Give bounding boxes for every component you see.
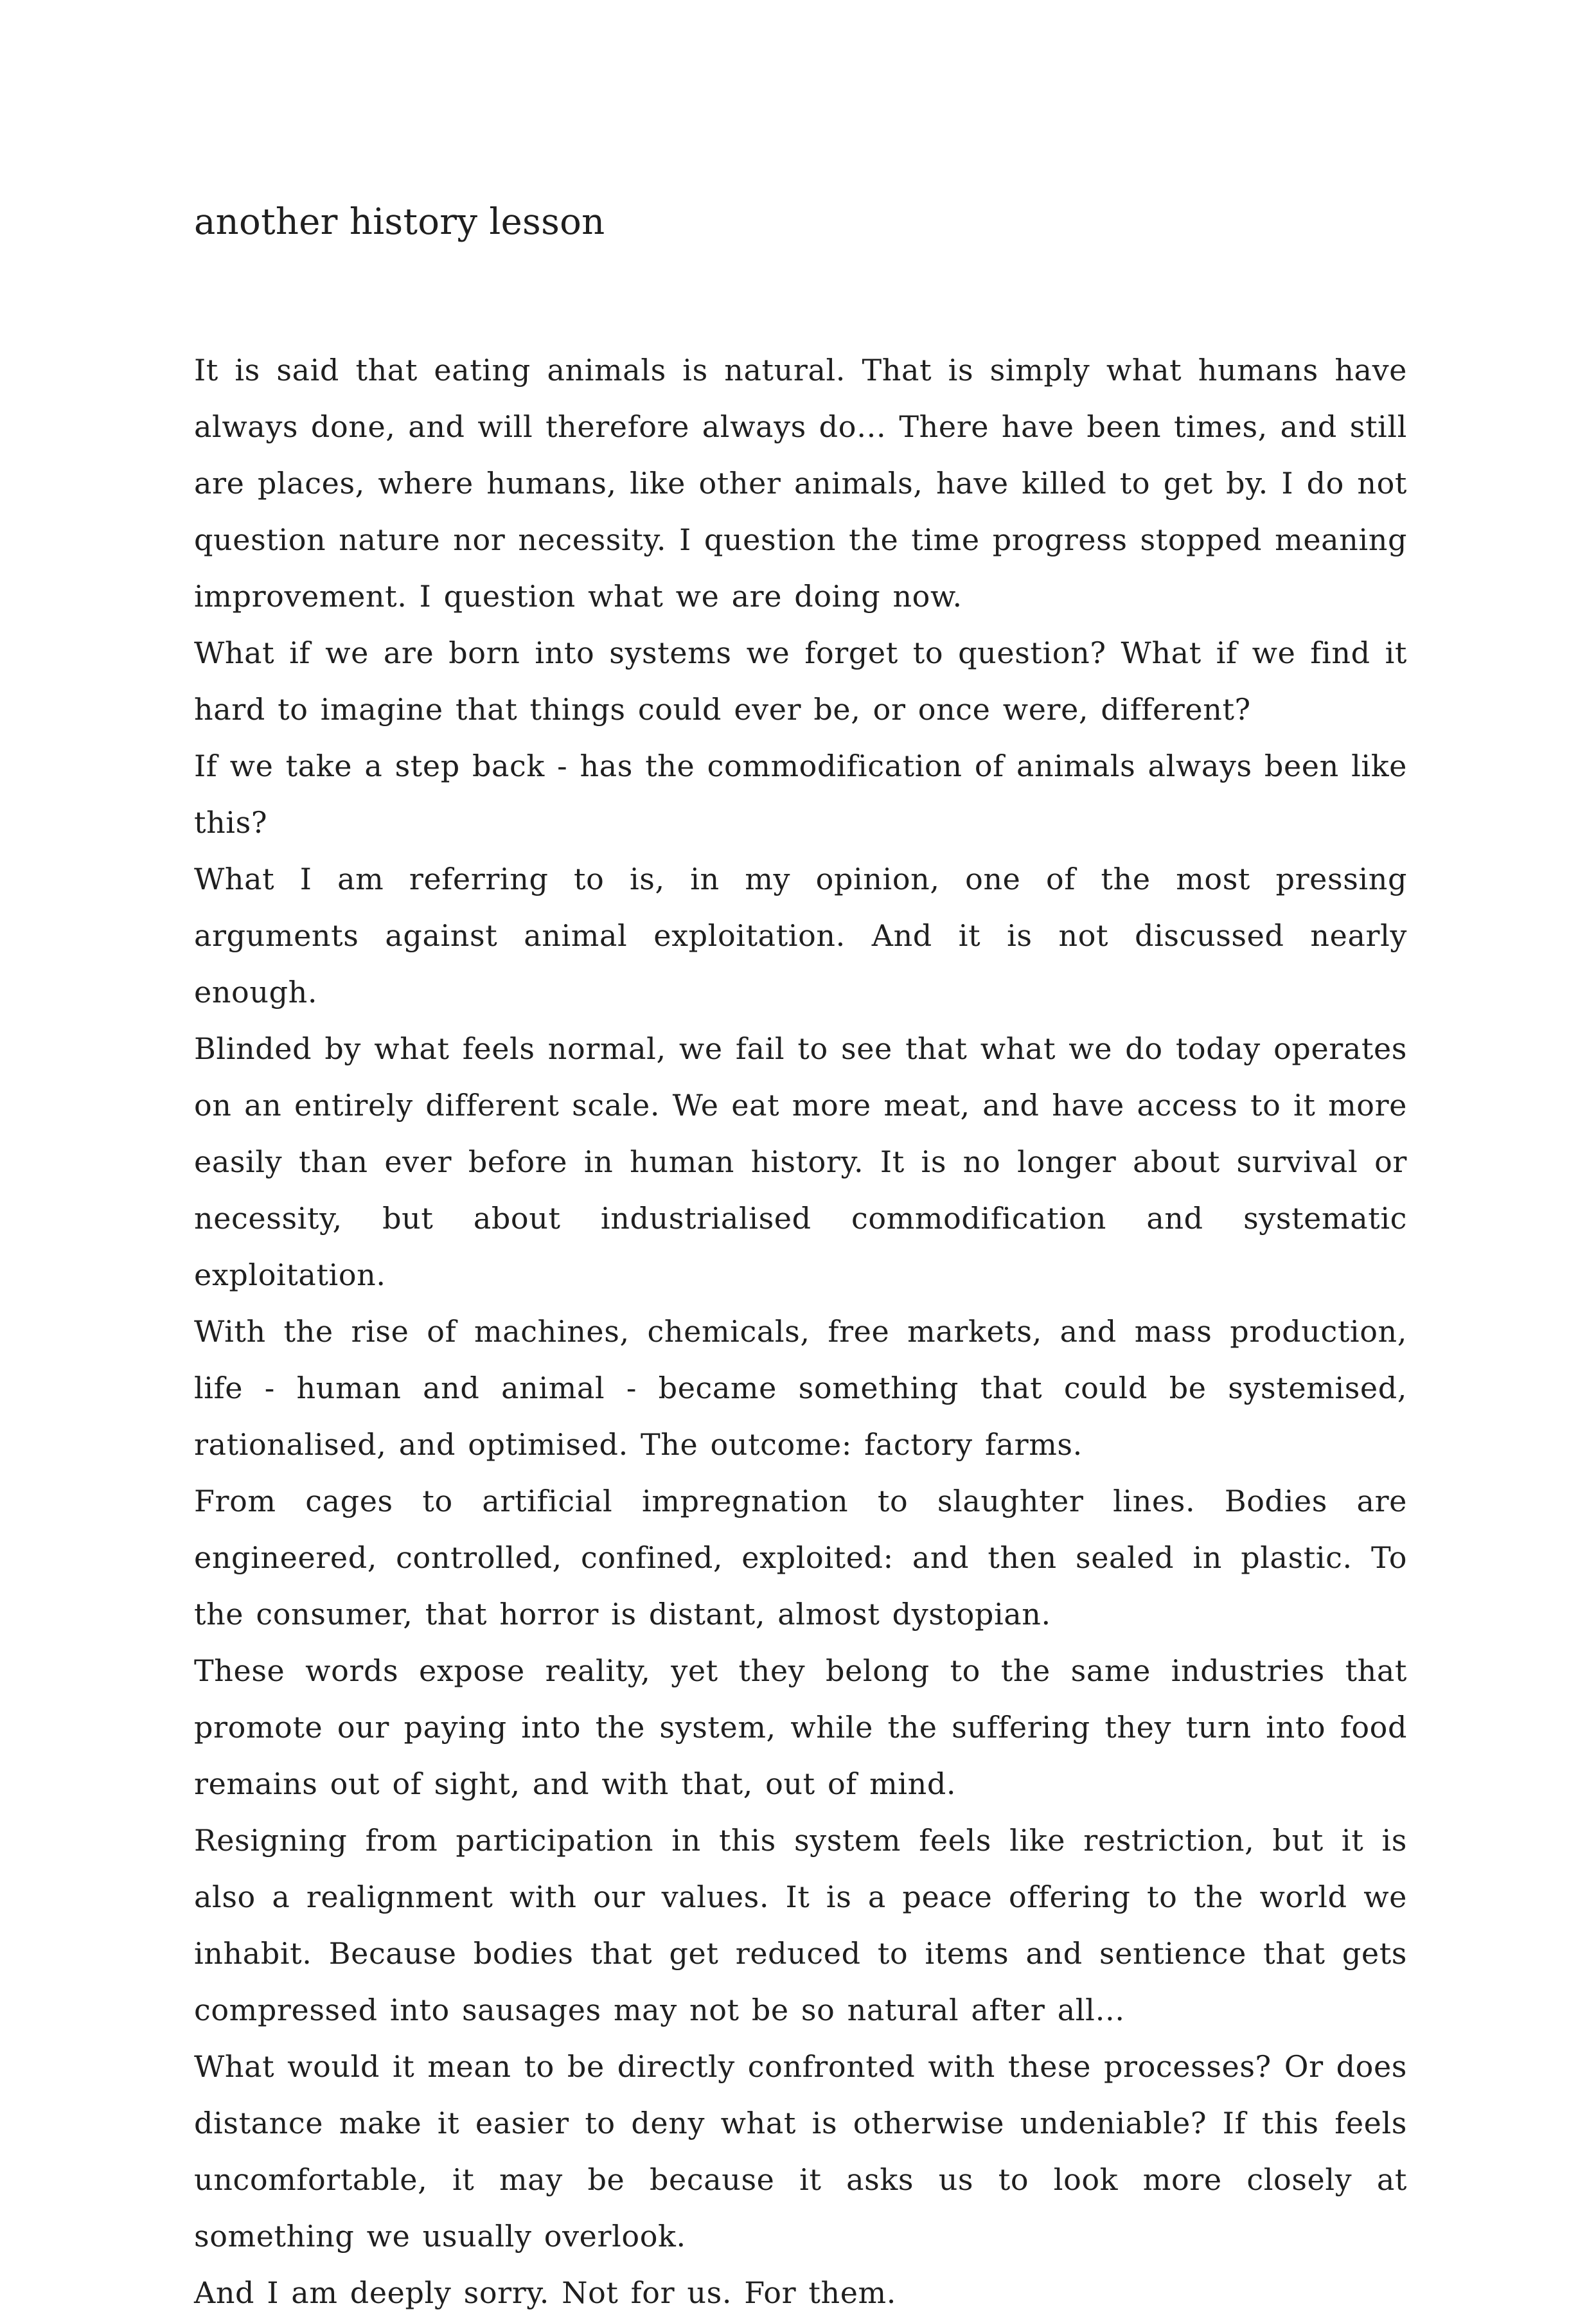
document-title: another history lesson	[194, 201, 605, 243]
paragraph-5: Blinded by what feels normal, we fail to see that what we do today operates on an entirely different scale. We eat more meat, and have access to it more easily than ever before in human history. It is no longer about survival or necessity, but about industrialised commodification and systematic exploitation.	[194, 1031, 1407, 1292]
document-content	[194, 193, 1407, 2321]
paragraph-7: From cages to artificial impregnation to slaughter lines. Bodies are engineered, controlled, confined, exploited: and then sealed in plastic. To the consumer, that horror is distant, almost dystopian.	[194, 1484, 1407, 1632]
paragraph-11: And I am deeply sorry. Not for us. For them.	[194, 2275, 896, 2310]
paragraph-1: It is said that eating animals is natural. That is simply what humans have always done, and will therefore always do… There have been times, and still are places, where humans, like other animals, have killed to get by. I do not question nature nor necessity. I question the time progress stopped meaning improvement. I question what we are doing now.	[194, 353, 1407, 614]
paragraph-3: If we take a step back - has the commodification of animals always been like this?	[194, 749, 1407, 840]
paragraph-9: Resigning from participation in this system feels like restriction, but it is also a realignment with our values. It is a peace offering to the world we inhabit. Because bodies that get reduced to items and sentience that gets compressed into sausages may not be so natural after all…	[194, 1823, 1407, 2027]
document-body	[194, 342, 1407, 2321]
paragraph-8: These words expose reality, yet they belong to the same industries that promote our paying into the system, while the suffering they turn into food remains out of sight, and with that, out of mind.	[194, 1653, 1407, 1801]
paragraph-10: What would it mean to be directly confronted with these processes? Or does distance make it easier to deny what is otherwise undeniable? If this feels uncomfortable, it may be because it asks us to look more closely at something we usually overlook.	[194, 2049, 1407, 2254]
paragraph-6: With the rise of machines, chemicals, free markets, and mass production, life - human and animal - became something that could be systemised, rationalised, and optimised. The outcome: factory farms.	[194, 1314, 1407, 1462]
paragraph-2: What if we are born into systems we forget to question? What if we find it hard to imagine that things could ever be, or once were, different?	[194, 636, 1407, 727]
paragraph-4: What I am referring to is, in my opinion, one of the most pressing arguments against animal exploitation. And it is not discussed nearly enough.	[194, 862, 1407, 1009]
